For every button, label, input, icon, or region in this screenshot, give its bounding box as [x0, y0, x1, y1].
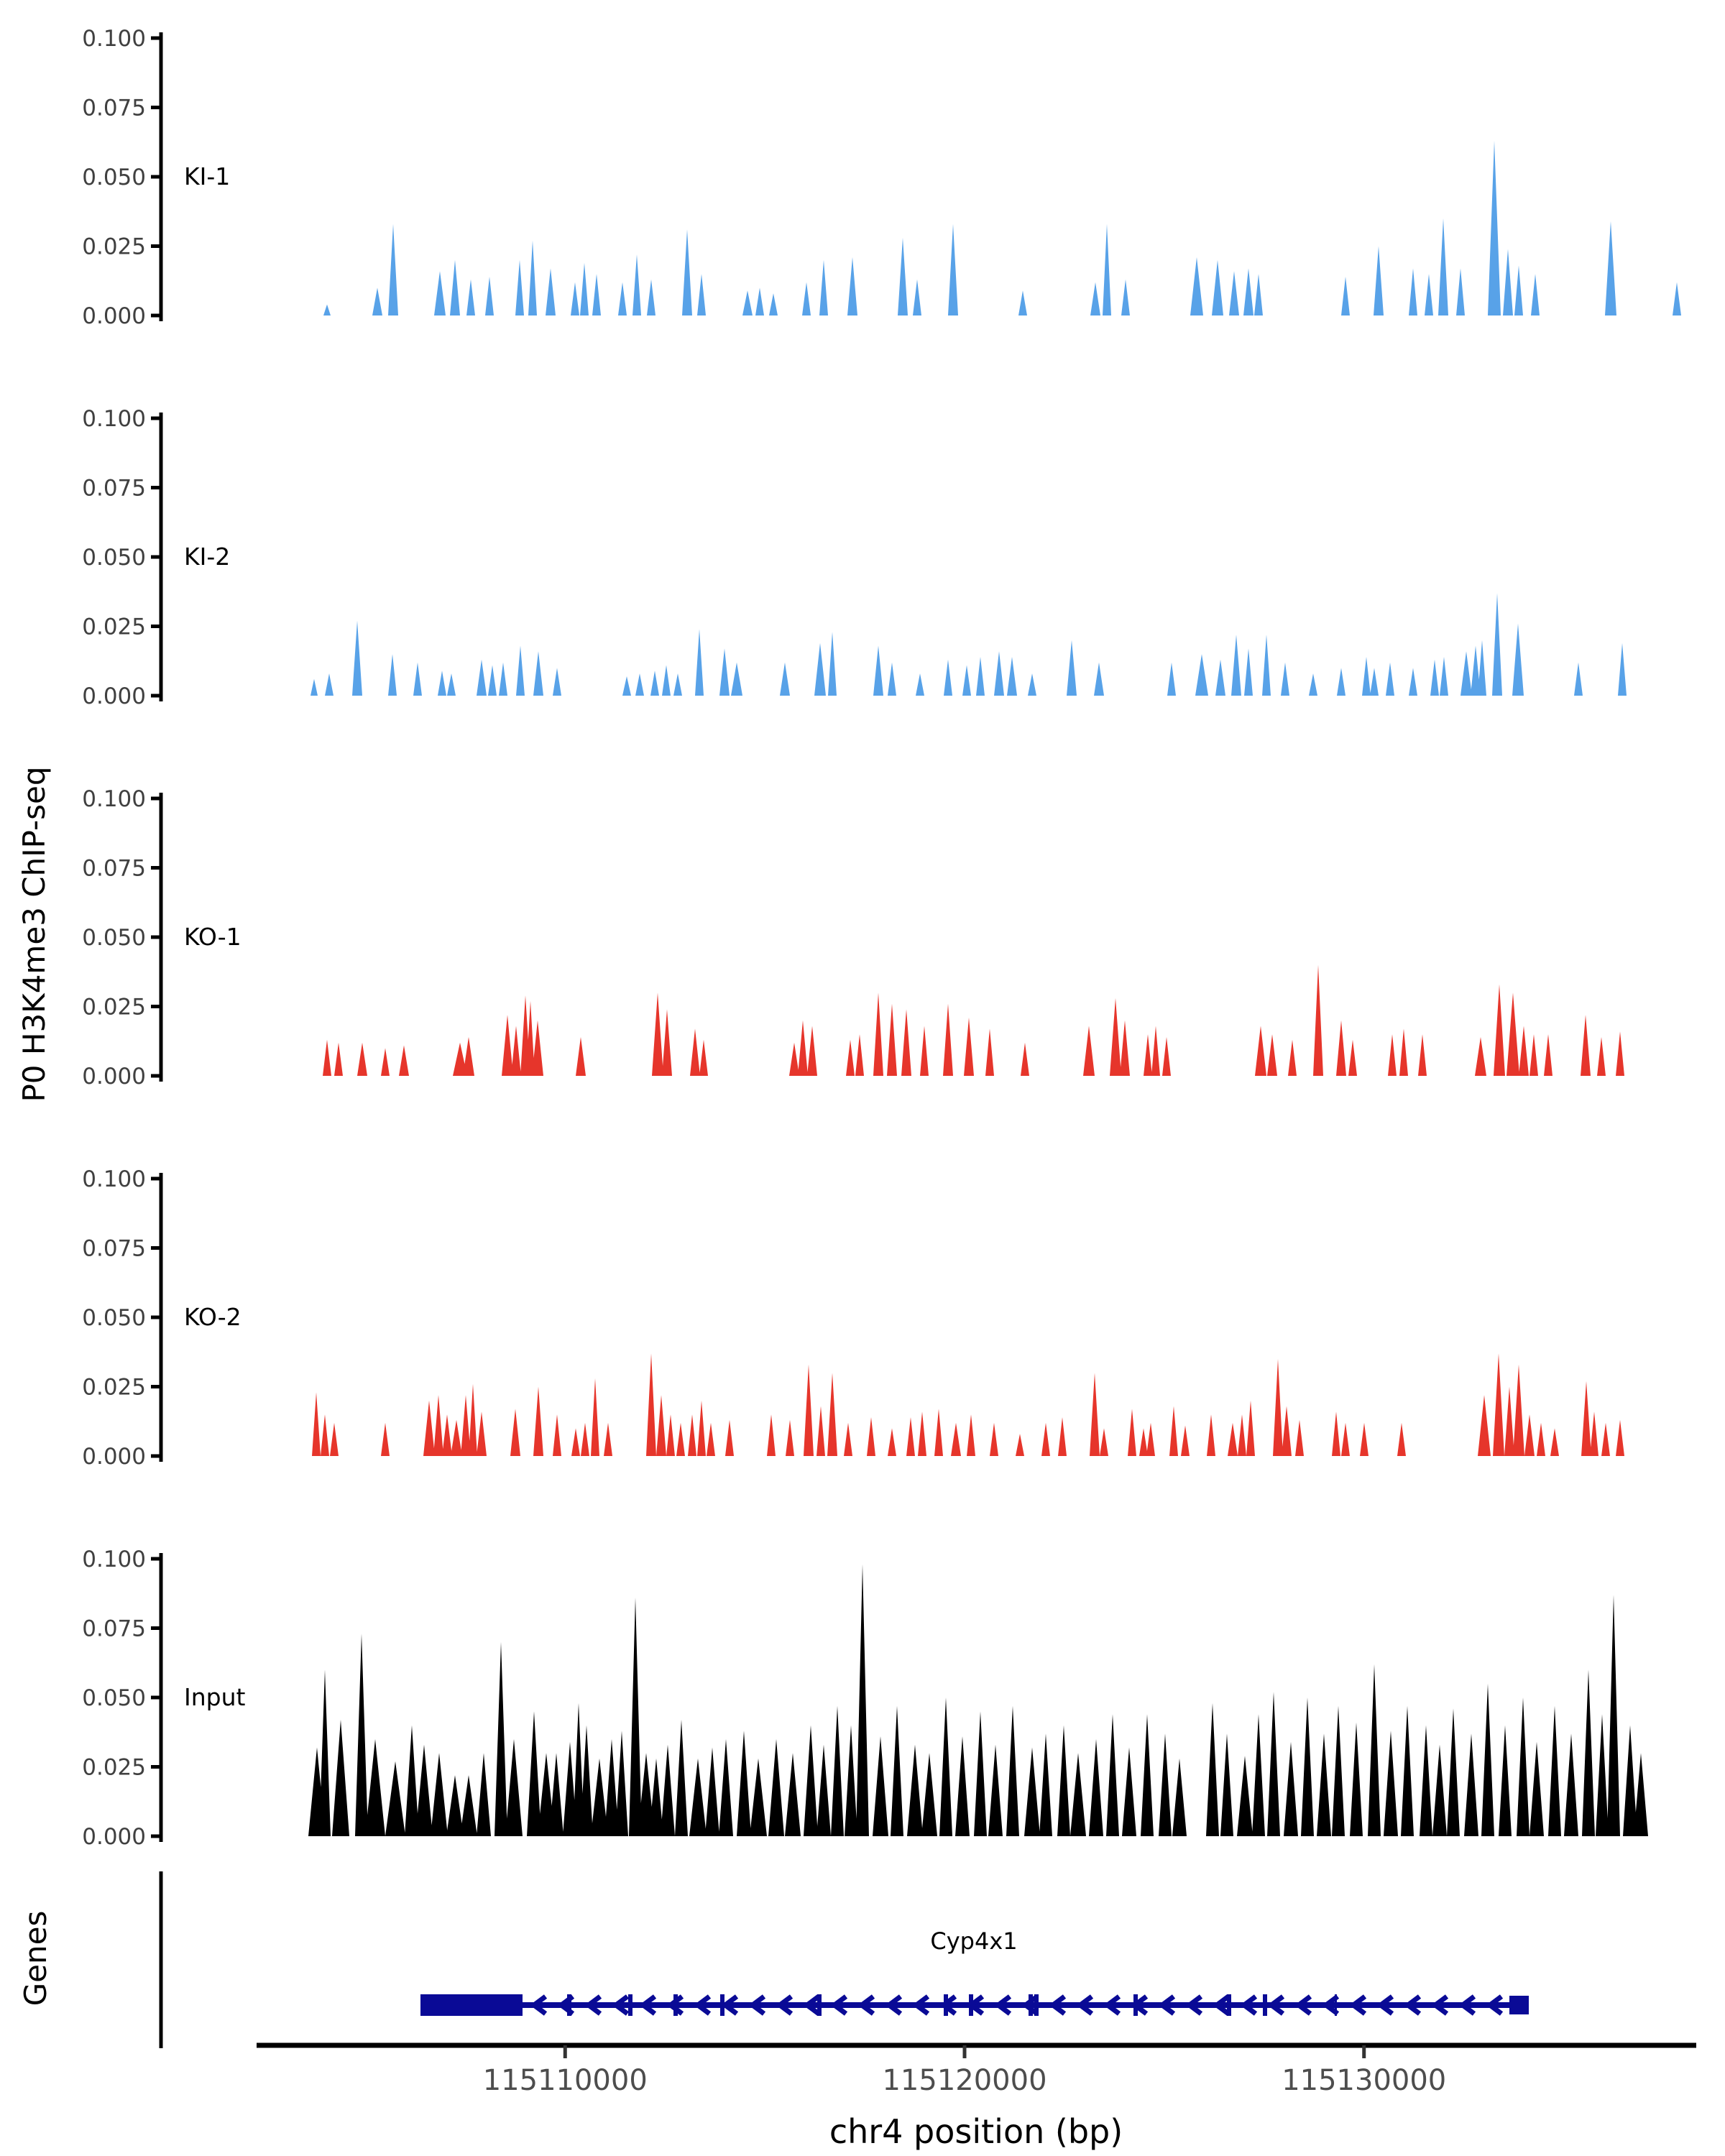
x-tick-label: 115120000 — [882, 2064, 1047, 2097]
y-tick-mark — [151, 1696, 161, 1700]
y-tick-mark — [151, 936, 161, 939]
track-area-input — [308, 1565, 1648, 1836]
gene-exon-tick — [944, 1994, 948, 2016]
y-tick-mark — [151, 1557, 161, 1561]
y-tick-mark — [151, 1626, 161, 1630]
y-tick-label: 0.100 — [82, 406, 146, 432]
x-tick-mark — [963, 2045, 967, 2058]
y-tick-label: 0.050 — [82, 1685, 146, 1711]
y-tick-label: 0.025 — [82, 614, 146, 640]
y-tick-label: 0.075 — [82, 1235, 146, 1262]
track-label-ko-1: KO-1 — [184, 923, 242, 951]
gene-end-box — [1509, 1996, 1529, 2014]
gene-exon-tick — [969, 1994, 973, 2016]
y-tick-mark — [151, 314, 161, 318]
track-label-ko-2: KO-2 — [184, 1303, 242, 1331]
y-tick-mark — [151, 625, 161, 628]
gene-exon-tick — [673, 1994, 678, 2016]
gene-utr-box — [420, 1994, 523, 2016]
y-tick-mark — [151, 417, 161, 420]
track-area-ki-1 — [323, 141, 1681, 315]
y-tick-mark — [151, 1316, 161, 1319]
y-tick-label: 0.050 — [82, 925, 146, 951]
y-tick-mark — [151, 175, 161, 179]
gene-exon-tick — [1263, 1994, 1267, 2016]
y-tick-label: 0.000 — [82, 1444, 146, 1470]
track-label-ki-2: KI-2 — [184, 543, 231, 571]
x-tick-mark — [1362, 2045, 1366, 2058]
gene-exon-tick — [1227, 1994, 1231, 2016]
track-area-ki-2 — [310, 593, 1627, 696]
gene-exon-tick — [1034, 1994, 1039, 2016]
y-tick-mark — [151, 1765, 161, 1769]
y-tick-mark — [151, 694, 161, 698]
gene-exon-tick — [817, 1994, 822, 2016]
y-tick-mark — [151, 1246, 161, 1250]
y-tick-mark — [151, 37, 161, 40]
x-tick-mark — [564, 2045, 567, 2058]
y-tick-label: 0.100 — [82, 26, 146, 52]
y-tick-mark — [151, 1005, 161, 1008]
y-tick-mark — [151, 866, 161, 870]
x-axis-line — [257, 2043, 1696, 2048]
y-tick-label: 0.075 — [82, 475, 146, 502]
y-tick-label: 0.025 — [82, 994, 146, 1021]
y-tick-mark — [151, 106, 161, 109]
y-tick-label: 0.075 — [82, 95, 146, 121]
x-axis-title: chr4 position (bp) — [829, 2112, 1123, 2151]
track-area-ko-1 — [323, 965, 1624, 1076]
y-tick-mark — [151, 1455, 161, 1458]
y-tick-mark — [151, 1177, 161, 1181]
gene-exon-tick — [1029, 1994, 1033, 2016]
y-tick-label: 0.075 — [82, 1616, 146, 1642]
y-tick-label: 0.050 — [82, 545, 146, 571]
y-tick-label: 0.025 — [82, 1754, 146, 1781]
y-tick-label: 0.025 — [82, 1374, 146, 1401]
y-tick-mark — [151, 797, 161, 801]
y-tick-label: 0.050 — [82, 1305, 146, 1331]
y-tick-label: 0.100 — [82, 1547, 146, 1572]
y-tick-label: 0.050 — [82, 165, 146, 190]
y-tick-label: 0.000 — [82, 683, 146, 709]
genes-axis-title: Genes — [18, 1910, 53, 2007]
gene-exon-tick — [1133, 1994, 1138, 2016]
y-tick-label: 0.000 — [82, 1824, 146, 1850]
track-label-input: Input — [184, 1683, 246, 1711]
gene-exon-tick — [628, 1994, 632, 2016]
gene-exon-tick — [567, 1994, 571, 2016]
gene-exon-tick — [720, 1994, 724, 2016]
y-tick-mark — [151, 1835, 161, 1838]
y-tick-label: 0.075 — [82, 855, 146, 882]
x-tick-label: 115130000 — [1282, 2064, 1447, 2097]
y-tick-mark — [151, 1385, 161, 1388]
gene-exon-tick — [1335, 1994, 1337, 2016]
y-axis-title: P0 H3K4me3 ChIP-seq — [17, 766, 52, 1102]
y-tick-mark — [151, 244, 161, 248]
y-tick-mark — [151, 556, 161, 559]
genes-axis-line — [160, 1871, 163, 2048]
y-tick-mark — [151, 486, 161, 489]
y-tick-label: 0.100 — [82, 786, 146, 812]
y-tick-label: 0.100 — [82, 1166, 146, 1192]
y-tick-mark — [151, 1074, 161, 1078]
track-label-ki-1: KI-1 — [184, 162, 231, 190]
y-tick-label: 0.000 — [82, 303, 146, 329]
y-tick-label: 0.000 — [82, 1064, 146, 1089]
track-area-ko-2 — [312, 1353, 1624, 1456]
gene-name-label: Cyp4x1 — [930, 1927, 1018, 1955]
y-tick-label: 0.025 — [82, 234, 146, 260]
x-tick-label: 115110000 — [482, 2064, 648, 2097]
